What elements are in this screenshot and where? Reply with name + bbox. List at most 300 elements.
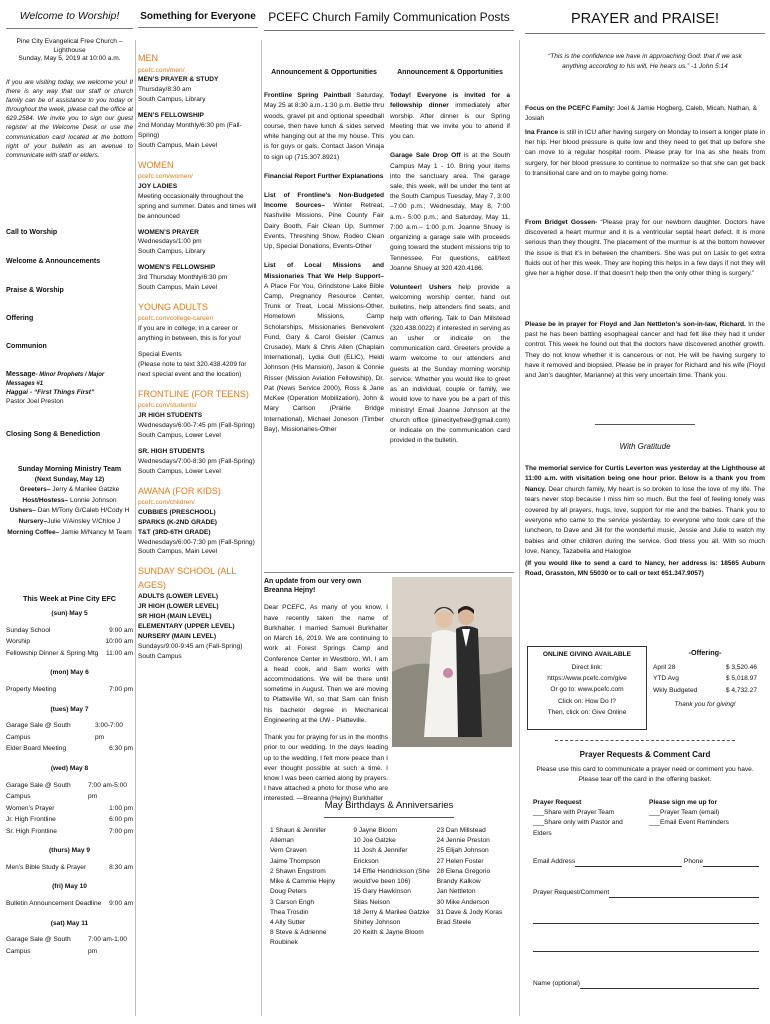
announcement-heading: Financial Report Further Explanations <box>264 172 384 180</box>
day-group <box>6 669 133 695</box>
team-members: Julie V/Ainsley V/Chloe J <box>47 517 121 525</box>
schedule-row <box>6 625 133 637</box>
name-label: Name (optional) <box>533 980 580 987</box>
team-role: Host/Hostess– <box>22 496 69 504</box>
birthday-column <box>431 826 514 949</box>
focus-text: Joel & Jamie Hogberg, Caleb, Micah, Nathan, & Josiah <box>525 105 757 123</box>
group-detail: South Campus, Main Level <box>138 141 218 149</box>
group-name: SR. HIGH STUDENTS <box>138 447 205 455</box>
group-name: CUBBIES (PRESCHOOL) <box>138 508 216 516</box>
team-row <box>6 528 133 539</box>
schedule-row <box>6 684 133 696</box>
welcome-title: Welcome to Worship! <box>6 10 133 29</box>
offering-amount: $ 4,732.27 <box>725 686 757 694</box>
column-divider <box>261 40 262 1016</box>
offering-label: YTD Avg <box>653 675 679 683</box>
group-detail: 2nd Monday Monthly/6:30 pm (Fall-Spring) <box>138 121 242 139</box>
event-name: Worship <box>6 638 31 646</box>
ministry-section <box>138 52 258 151</box>
day-heading: (mon) May 6 <box>50 669 89 677</box>
order-call-to-worship: Call to Worship <box>6 229 58 236</box>
event-name: Fellowship Dinner & Spring Mtg <box>6 649 99 657</box>
offering-amount: $ 5,018.97 <box>725 675 757 683</box>
event-time: 7:00 pm <box>109 827 133 835</box>
bridget-request <box>525 218 765 279</box>
giving-lines <box>533 662 641 719</box>
group-name: ADULTS (LOWER LEVEL) <box>138 593 219 601</box>
group-name: ELEMENTARY (UPPER LEVEL) <box>138 623 235 631</box>
group-detail: Special Events <box>138 351 182 359</box>
offering-row <box>653 673 757 685</box>
group-name: JR HIGH STUDENTS <box>138 412 203 420</box>
birthday-entry: 24 Jennie Preston <box>436 837 490 845</box>
group-detail: Thursday/8:30 am <box>138 86 192 94</box>
ministry-group <box>138 447 258 477</box>
ministry-group <box>138 518 258 528</box>
event-time: 7:00 am-1:00 pm <box>88 936 127 955</box>
group-detail: South Campus, Main Level <box>138 284 218 292</box>
ministries-column <box>138 0 258 1024</box>
team-date: (Next Sunday, May 12) <box>34 476 105 484</box>
signup-options[interactable] <box>649 798 759 829</box>
ministry-group <box>138 612 258 622</box>
divider <box>324 817 454 818</box>
ministry-heading: FRONTLINE (FOR TEENS) <box>138 388 249 399</box>
update-block <box>264 577 388 805</box>
week-title: This Week at Pine City EFC <box>23 594 116 603</box>
ministry-heading: WOMEN <box>138 159 174 170</box>
birthday-entry: 11 Josh & Jennifer Erickson <box>353 847 408 865</box>
group-detail: (Please note to text 320.438.4209 for next special event and the location) <box>138 360 247 378</box>
announcement-heading: List of Frontline’s Non-Budgeted Income Sources– <box>264 191 384 210</box>
event-name: Garage Sale @ South Campus <box>6 781 71 801</box>
name-field-row <box>533 980 759 989</box>
cut-line <box>555 740 735 741</box>
birthday-entry: 10 Joe Gatzke <box>353 837 396 845</box>
ministries-title: Something for Everyone <box>138 10 258 28</box>
schedule-row <box>6 826 133 838</box>
update-text: Dear PCEFC, As many of you know, I have recently taken the name of Burkhalter. I married Samuel Burkhalter on March 16, 2019. We are continuing to work at Forest Springs Camp and Conference Center in Westboro, WI. I am a head cook, and Sam works with accommodations. We will be there until sometime in August. Then we are moving to Platteville WI, so that Sam can finish his bachelor degree in Mechanical Engineering at the UW - Platteville. <box>264 604 388 724</box>
visitor-intro: If you are visiting today, we welcome you! If there is any way that our staff or church family can be of assistance to you today or throughout the week, please call the office at 629.2584. We invite you to sign our guest register at the Welcome Desk or use the communication card located at the bottom right of your bulletin as an avenue to communicate with staff or elders. <box>6 79 133 159</box>
group-detail: 3rd Thursday Monthly/6:30 pm <box>138 274 228 282</box>
card-title: Prayer Requests & Comment Card <box>579 750 711 759</box>
offering-label: April 28 <box>653 663 676 671</box>
announcement-text: is at the South Campus May 1 - 10. Bring your items into the sanctuary area. The garage sale, this week, will be under the tent at the South Campus Tuesday, May 7, 3:00 –7:00 p.m.; Wednesday, May 8, 7:00 a.m.- 5:00 p.m.; and Saturday, May 11, 7:00 a.m.– 1:00 p.m. Joanne Shuey is organizing a garage sale with proceeds going toward the student missions trip to Tennessee. For questions, call/text Joanne Shuey at 320.420.4186. <box>390 152 510 272</box>
pastor-name: Pastor Joel Preston <box>6 397 64 405</box>
announcement-heading: List of Local Missions and Missionaries That We Help Support– <box>264 262 384 280</box>
birthday-entry: 2 Shawn Engstrom <box>270 867 326 875</box>
order-communion: Communion <box>6 343 47 350</box>
schedule-row <box>6 780 133 803</box>
group-detail: South Campus, Lower Level <box>138 467 221 475</box>
right-heading: Announcement & Opportunities <box>397 69 503 76</box>
day-group <box>6 706 133 755</box>
event-time: 7:00 am-5:00 pm <box>88 781 127 801</box>
event-name: Men’s Bible Study & Prayer <box>6 863 87 871</box>
wedding-photo <box>392 577 512 747</box>
offering-box <box>653 648 757 710</box>
day-group <box>6 847 133 873</box>
group-detail: South Campus, Lower Level <box>138 431 221 439</box>
group-name: SR HIGH (MAIN LEVEL) <box>138 613 212 621</box>
update-text-2: Thank you for praying for us in the months prior to our wedding. In the days leading up to the wedding, I felt more peace than I ever thought possible at such a time. I know I was been carried along by prayers. I have attached a photo for those who are interested. —Breanna (Hejny) Burkhalter <box>264 734 388 803</box>
ministry-group <box>138 182 258 222</box>
group-name: NURSERY (MAIN LEVEL) <box>138 632 217 640</box>
birthday-entry: 20 Keith & Jayne Bloom <box>353 929 424 937</box>
communication-title: PCEFC Church Family Communication Posts <box>264 10 514 31</box>
birthday-entry: 8 Steve & Adrienne Roubinek <box>270 929 327 947</box>
group-detail: South Campus, Library <box>138 96 206 104</box>
group-detail: Wednesdays/6:00-7:45 pm (Fall-Spring) <box>138 422 255 430</box>
contact-fields <box>533 858 759 867</box>
ministry-link[interactable]: pcefc.com/college-career/ <box>138 315 214 323</box>
event-time: 8:30 am <box>109 863 133 871</box>
comment-field[interactable] <box>609 891 759 898</box>
prayer-title: PRAYER and PRAISE! <box>525 10 765 34</box>
ministry-group <box>138 111 258 151</box>
announcement-text: A Place For You, Grindstone Lake Bible Camp, Pregnancy Resource Center, Trunk or Treat, Local Missions-Other, Hometown Missions, Camp Scholarships, Missionaries Benevolent Fund, Gary & Carol Geisler (Camus Crusade), Mark & Chris Allen (Chaplain International), Lydia Gull (ELIC), Heidi Johnson (His Mansion), Jason & Connie Risser (Mission Aviation Fellowship), Dr. Pat (News Service 2000), Ross & Jane McKee (Operation Mobilization), John & Mary Carlson (Prairie Bridge International), Michael Joneson (Timber Bay), Missionaries-Other <box>264 282 384 433</box>
ministry-heading: MEN <box>138 53 158 63</box>
prayer-column <box>525 0 765 1024</box>
gratitude-text: Dear church family, My heart is so broken to lose the love of my life. The tears never stop because I miss him so much. But the feel of feeling lonely was covered by all prayers, hugs, love, support for me and the babies. Thank you to everyone who came to the service yesterday, to everyone who took care of the luncheon, to Dave and Jill for the wonderful music, Jessie and Julie to watch my babies and other children during the service. God bless you all. With so much love, Nancy, Tazabella and Halogloe <box>525 485 765 556</box>
wedding-photo-image <box>392 577 512 747</box>
ministry-link[interactable]: pcefc.com/men/ <box>138 66 185 74</box>
event-time: 7:00 pm <box>109 686 133 693</box>
order-offering: Offering <box>6 315 34 322</box>
birthday-entry: Jan Nettleton <box>436 888 476 896</box>
ministry-team <box>6 465 133 538</box>
group-detail: South Campus, Library <box>138 248 206 256</box>
event-time: 1:00 pm <box>109 804 133 812</box>
birthday-entry: 15 Gary Hawkinson <box>353 888 411 896</box>
week-schedule <box>6 610 133 967</box>
giving-line: Then, click on: Give Online <box>547 709 627 717</box>
schedule-row <box>6 743 133 755</box>
ministry-section <box>138 159 258 293</box>
ministry-heading: YOUNG ADULTS <box>138 301 208 312</box>
birthdays-title: May Birthdays & Anniversaries <box>324 800 454 811</box>
announcements-right <box>390 68 510 455</box>
birthday-entry: Silas Nelson <box>353 898 390 906</box>
group-name: WOMEN’S FELLOWSHIP <box>138 264 216 272</box>
prayer-request-heading: Prayer Request <box>533 799 582 806</box>
birthday-entry: Mike & Cammie Hejny <box>270 878 336 886</box>
group-name: JR HIGH (LOWER LEVEL) <box>138 603 219 611</box>
announcement-text: immediately after worship. After dinner is our Spring Meeting that we invite you to attend if you can. <box>390 102 510 141</box>
group-detail: Wednesdays/7:00-8:30 pm (Fall-Spring) <box>138 457 255 465</box>
birthday-entry: 23 Dan Millstead <box>436 827 486 834</box>
online-giving-box <box>527 646 647 730</box>
birthday-entry: Jaime Thompson <box>270 857 321 865</box>
announcement-text: help provide a welcoming worship center, hand out bulletins, help attenders find seats, and help with offering. Talk to Dan Millstead (320.438.0022) if interested in serving as an usher or indicate on the communication card. Greeters provide a warm welcome to our attenders and guests at the Sunday morning worship service. Whether you would like to greet as an individual, couple or family, we would love to have you be a part of this ministry! Email Joanne Johnson at the church office (pinecityefree@gmail.com) or indicate on the communication card provided in the bulletin. <box>390 283 510 445</box>
event-time: 3:00-7:00 pm <box>95 722 123 741</box>
announcement <box>390 283 510 447</box>
ministry-section <box>138 388 258 477</box>
ministry-group <box>138 75 258 105</box>
ina-request <box>525 128 765 179</box>
announcement <box>264 91 384 163</box>
birthday-entry: 9 Jayne Bloom <box>353 827 397 834</box>
message-block <box>6 370 133 406</box>
day-heading: (fri) May 10 <box>52 883 87 891</box>
floyd-label: Please be in prayer for Floyd and Jan Nettleton’s son-in-law, Richard. <box>525 321 746 328</box>
birthday-entry: 3 Carson Engh <box>270 898 314 906</box>
birthday-entry: 25 Elijah Johnson <box>436 847 489 855</box>
ministry-section <box>138 301 258 380</box>
announcement <box>390 91 510 142</box>
team-role: Morning Coffee– <box>7 528 60 536</box>
day-group <box>6 765 133 837</box>
column-divider <box>519 40 520 1016</box>
event-time: 9:00 am <box>109 900 133 908</box>
focus-label: Focus on the PCEFC Family: <box>525 105 616 112</box>
announcement-heading: Volunteer! Ushers <box>390 283 452 291</box>
offering-row <box>653 685 757 697</box>
ministry-group <box>138 622 258 632</box>
event-name: Bulletin Announcement Deadline <box>6 900 102 908</box>
day-group <box>6 610 133 659</box>
birthday-entry: Thea Trosdin <box>270 908 309 916</box>
birthday-entry: would've been 106) <box>353 878 411 886</box>
schedule-row <box>6 862 133 874</box>
day-heading: (thurs) May 9 <box>48 847 91 855</box>
group-name: JOY LADIES <box>138 183 178 191</box>
prayer-team-email-option[interactable]: ___Prayer Team (email) <box>649 809 720 817</box>
group-detail: Wednesdays/1:00 pm <box>138 238 202 246</box>
ministry-group <box>138 228 258 258</box>
birthday-entry: 28 Elena Gregorio <box>436 867 491 875</box>
ministry-group <box>138 263 258 293</box>
email-field[interactable] <box>575 860 682 867</box>
offering-heading: -Offering- <box>688 648 722 657</box>
team-row <box>6 506 133 517</box>
worship-column <box>6 0 133 1024</box>
group-name: MEN’S PRAYER & STUDY <box>138 76 219 84</box>
share-pastor-option[interactable]: ___Share only with Pastor and Elders <box>533 819 623 837</box>
column-divider <box>135 40 136 1016</box>
giving-line: Click on: How Do I? <box>558 697 616 705</box>
announcement-heading: Frontline Spring Paintball <box>264 92 352 100</box>
announcement <box>264 261 384 435</box>
message-title: Haggai - “First Things First” <box>6 388 95 396</box>
birthday-entry: Doug Peters <box>270 888 307 896</box>
offering-rows <box>653 662 757 697</box>
group-name: T&T (3RD-6TH GRADE) <box>138 528 211 536</box>
left-heading: Announcement & Opportunities <box>271 69 377 76</box>
card-sub-1: Please use this card to communicate a prayer need or comment you have. <box>536 766 754 773</box>
comment-field-row <box>533 889 759 898</box>
event-time: 6:30 pm <box>109 745 133 753</box>
group-name: WOMEN’S PRAYER <box>138 228 199 236</box>
gratitude-block <box>525 464 765 579</box>
birthday-entry: Shirley Johnson <box>353 918 401 926</box>
bridget-text: “Please pray for our newborn daughter. Doctors have discovered a heart murmur and it is a ventricular septal heart defect. It is more serious than they thought. The placement of the murmur is at the bottom however the issue is that it’s in between the chambers. She was put on Lasix to get extra fluids out of her this week. They are hoping this helps in a few days if not they will give her a higher dose. If that doesn’t help then the only other thing is surgery.” <box>525 219 765 278</box>
event-reminders-option[interactable]: ___Email Event Reminders <box>649 819 729 827</box>
announcement-heading: Today! Everyone is invited for a fellowship dinner <box>390 92 510 110</box>
bridget-label: From Bridget Gossen- <box>525 219 598 226</box>
ministry-group <box>138 508 258 518</box>
offering-thanks: Thank you for giving! <box>674 701 736 709</box>
group-detail: South Campus, Main Level <box>138 548 218 556</box>
event-name: Garage Sale @ South Campus <box>6 936 71 955</box>
prayer-verse: “This is the confidence we have in approaching God: that if we ask anything according to his will, He hears us.” -1 John 5:14 <box>548 53 742 70</box>
share-prayer-team-option[interactable]: ___Share with Prayer Team <box>533 809 615 817</box>
birthday-entry: 14 Effie Hendrickson (She <box>353 867 430 875</box>
team-members: Dan M/Tony G/Caleb H/Cody H <box>35 507 130 515</box>
group-detail: If you are in college, in a career or anything in between, this is for you! <box>138 325 241 343</box>
day-heading: (tues) May 7 <box>50 705 89 713</box>
ministry-group <box>138 324 258 344</box>
phone-field[interactable] <box>703 860 759 867</box>
birthday-column <box>347 826 430 949</box>
church-info <box>6 38 133 64</box>
birthday-entry: Vern Craven <box>270 847 307 855</box>
team-row <box>6 485 133 496</box>
event-time: 10:00 am <box>105 638 133 646</box>
schedule-row <box>6 720 133 743</box>
day-group <box>6 883 133 909</box>
comment-line[interactable] <box>533 951 759 952</box>
schedule-row <box>6 814 133 826</box>
church-name: Pine City Evangelical Free Church – Lighthouse <box>16 38 123 54</box>
birthday-entry: 18 Jerry & Marilee Gatzke <box>353 908 430 916</box>
giving-line: Or go to: www.pcefc.com <box>550 686 624 694</box>
ministry-group <box>138 528 258 558</box>
comment-label: Prayer Request/Comment <box>533 889 610 896</box>
message-label: Message <box>6 371 36 378</box>
service-date: Sunday, May 5, 2019 at 10:00 a.m. <box>18 55 121 63</box>
team-role: Ushers– <box>9 507 36 515</box>
schedule-row <box>6 636 133 648</box>
birthday-entry: 31 Dave & Jody Koras <box>436 908 503 916</box>
offering-row <box>653 662 757 674</box>
name-field[interactable] <box>580 982 759 989</box>
announcement <box>264 172 384 182</box>
announcement <box>390 151 510 274</box>
birthday-entry: Brad Steele <box>436 918 472 926</box>
announcement-text: Winter Retreat, Nashville Missions, Pine County Fair Dairy Booth, Fair Clean Up, Summer Events, Threshing Show, Rodeo Clean Up, Special Donations, Events-Other <box>264 202 384 251</box>
gratitude-address: (If you would like to send a card to Nancy, her address is: 18565 Auburn Road, Grasston, MN 55030 or to call or text 651.347.9057) <box>525 559 765 578</box>
group-name: MEN’S FELLOWSHIP <box>138 112 204 120</box>
schedule-row <box>6 898 133 910</box>
ministry-group <box>138 350 258 380</box>
communication-column <box>264 0 514 1024</box>
email-label: Email Address <box>533 858 576 865</box>
order-praise-worship: Praise & Worship <box>6 287 64 294</box>
ministry-heading: SUNDAY SCHOOL (ALL AGES) <box>138 566 237 590</box>
birthday-column <box>264 826 347 949</box>
group-detail: South Campus <box>138 652 182 660</box>
team-row <box>6 496 133 507</box>
card-sub-2: Please tear off the card in the offering basket. <box>578 776 712 784</box>
announcements-left <box>264 68 384 444</box>
team-role: Nursery– <box>18 517 48 525</box>
giving-line: Direct link: https://www.pcefc.com/give <box>547 663 627 683</box>
event-name: Sunday School <box>6 626 51 634</box>
team-members: Jerry & Marilee Gatzke <box>50 485 120 493</box>
birthday-entry: 27 Helen Foster <box>436 857 484 865</box>
floyd-request <box>525 320 765 381</box>
floyd-text: In the past he has been battling esophageal cancer and had felt like they had it under control. This week he found out that the doctors have discovered another growth. They do not know whether it is cancerous or not. He will be having surgery to have it removed and biopsied. Please be in prayer for Richard and his wife (Floyd and Jan’s daughter, Marianne) at this very uncertain time. Thank you. <box>525 321 765 380</box>
announcement-text: Saturday, May 25 at 8:30 a.m.-1:30 p.m. Bettle thru woods, gravel pit and optional speedball course, then have lunch & sides served while hanging out at the my house. This is for guys or gals. Contact Jason Vinaja to sign up (715.307.8921) <box>264 92 384 161</box>
birthday-entry: 1 Shaun & Jennifer Alleman <box>270 827 327 845</box>
gratitude-head: The memorial service for Curtis Leverton was yesterday at the Lighthouse at 11:00 a.m. with visitation being one hour prior. Below is a thank you from Nancy. <box>525 465 765 493</box>
team-row <box>6 517 133 528</box>
focus-family <box>525 104 765 124</box>
event-time: 11:00 am <box>105 649 133 657</box>
order-announcements: Welcome & Announcements <box>6 258 101 265</box>
order-closing: Closing Song & Benediction <box>6 431 101 438</box>
group-detail: Sundays/9:00-9:45 am (Fall-Spring) <box>138 642 243 650</box>
birthdays-list <box>264 826 514 949</box>
ministry-section <box>138 565 258 661</box>
event-name: Elder Board Meeting <box>6 745 67 753</box>
group-name: SPARKS (K-2ND GRADE) <box>138 518 218 526</box>
birthday-entry: 4 Ally Sutter <box>270 918 306 926</box>
message-series: - Minor Prophets / Major Messages #1 <box>6 372 105 387</box>
ina-label: Ina France <box>525 129 559 136</box>
event-time: 9:00 am <box>109 626 133 634</box>
event-name: Women’s Prayer <box>6 804 55 812</box>
ministry-group <box>138 411 258 441</box>
card-subtitle <box>525 765 765 785</box>
ministry-link[interactable]: pcefc.com/women/ <box>138 173 193 181</box>
team-members: Lonnie Johnson <box>68 496 117 504</box>
phone-label: Phone <box>683 858 703 865</box>
schedule-row <box>6 934 133 957</box>
ministry-section <box>138 485 258 558</box>
schedule-row <box>6 803 133 815</box>
team-members: Jamie M/Nancy M Team <box>59 528 132 536</box>
gratitude-title: With Gratitude <box>619 442 671 451</box>
ministry-group <box>138 602 258 612</box>
day-heading: (sat) May 11 <box>50 919 89 927</box>
ministry-heading: AWANA (FOR KIDS) <box>138 485 221 496</box>
day-heading: (sun) May 5 <box>51 610 88 617</box>
group-detail: Meeting occasionally throughout the spring and summer. Dates and times will be announced <box>138 192 257 220</box>
day-group <box>6 920 133 958</box>
event-name: Garage Sale @ South Campus <box>6 722 71 741</box>
team-role: Greeters– <box>19 485 51 493</box>
ministry-group <box>138 592 258 602</box>
giving-heading: ONLINE GIVING AVAILABLE <box>542 651 632 658</box>
birthday-entry: 30 Mike Anderson <box>436 898 490 906</box>
comment-line[interactable] <box>533 923 759 924</box>
update-heading: An update from our very own Breanna Hejny! <box>264 578 362 595</box>
event-name: Sr. High Frontline <box>6 827 57 835</box>
ministry-link[interactable]: pcefc.com/children/ <box>138 499 195 506</box>
schedule-row <box>6 648 133 660</box>
offering-amount: $ 3,520.46 <box>725 663 757 671</box>
birthday-entry: Brandy Kalkow <box>436 878 481 886</box>
ministry-group <box>138 632 258 662</box>
team-title: Sunday Morning Ministry Team <box>17 466 122 473</box>
announcement-heading: Garage Sale Drop Off <box>390 152 461 160</box>
group-detail: Wednesdays/6:00-7:30 pm (Fall-Spring) <box>138 538 255 546</box>
team-list <box>6 485 133 538</box>
prayer-request-options[interactable] <box>533 798 643 839</box>
signup-heading: Please sign me up for <box>649 799 718 806</box>
ina-text: is still in ICU after having surgery on Monday to insert a longer plate in her hip. Her blood pressure is quite low and they need to get that up before she can move to a regular hospital room. Please pray for Ina as she heals from surgery, for her blood pressure to continue to normalize so that she can get back to transitional care and on to maybe going home. <box>525 129 765 177</box>
event-name: Jr. High Frontline <box>6 816 56 824</box>
ministries-list <box>138 52 258 670</box>
divider <box>595 424 695 425</box>
announcement <box>264 191 384 252</box>
ministry-link[interactable]: pcefc.com/students/ <box>138 402 197 410</box>
offering-label: Wkly Budgeted <box>653 686 698 694</box>
event-name: Property Meeting <box>6 686 57 693</box>
event-time: 6:00 pm <box>109 816 133 824</box>
